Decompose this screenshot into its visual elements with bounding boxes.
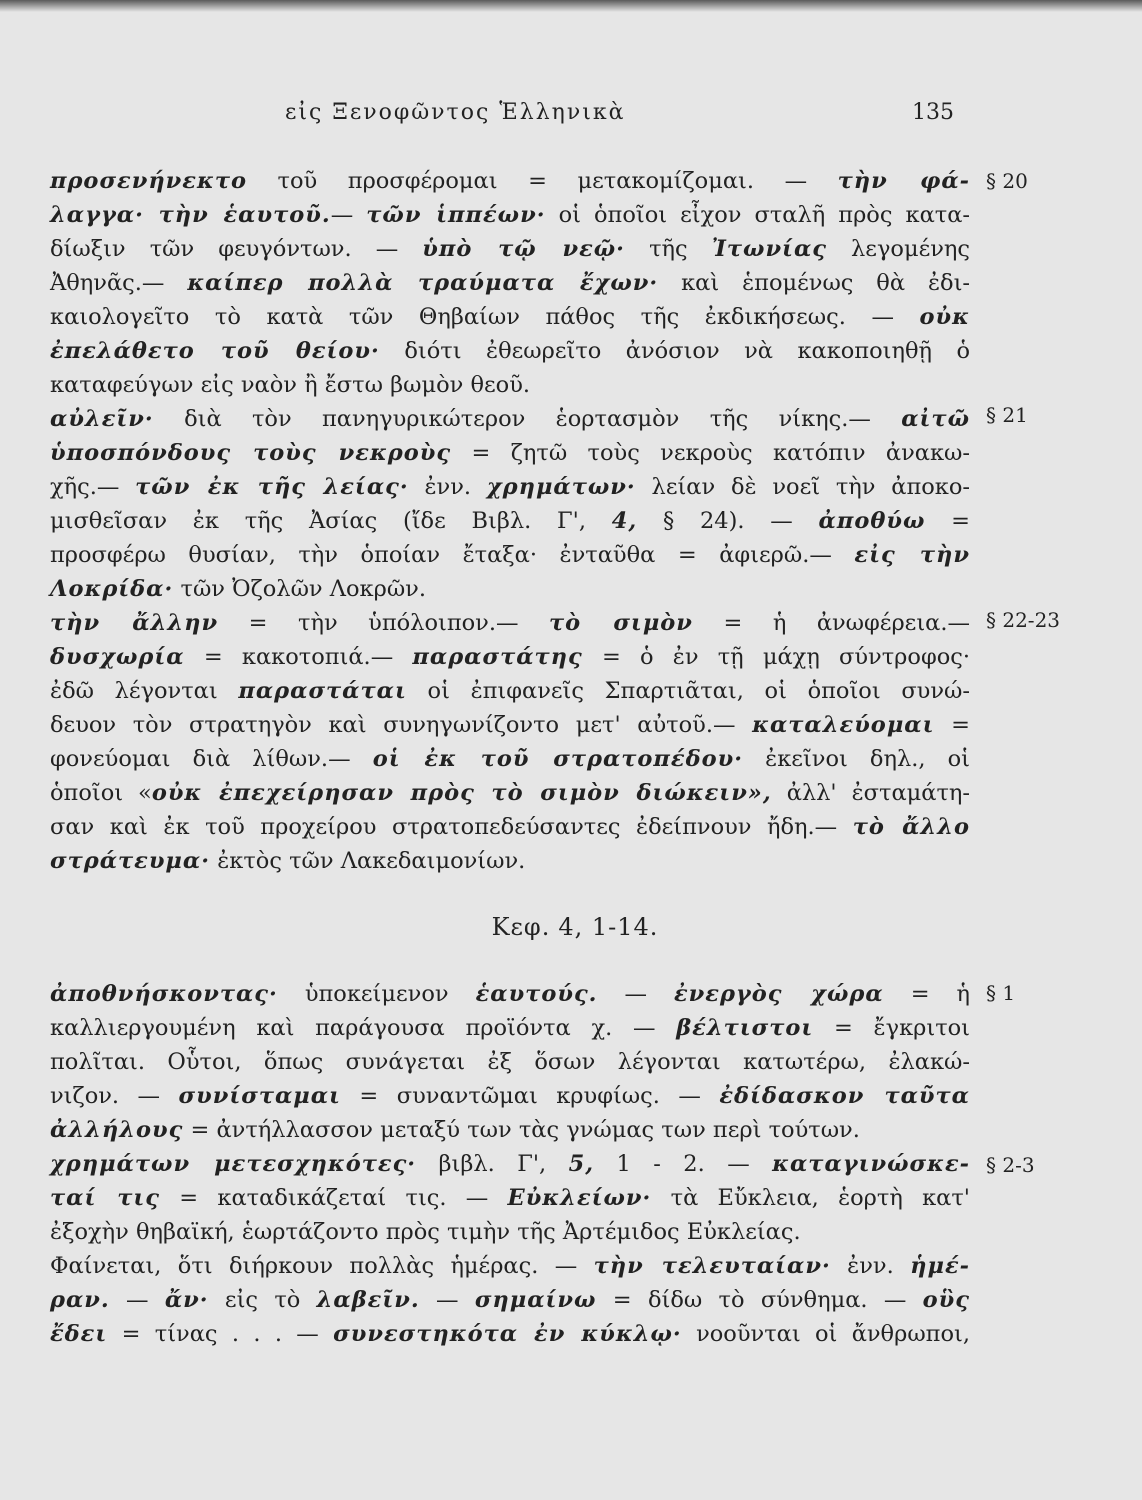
- gloss: ὁποῖοι «: [50, 780, 152, 806]
- gloss: δευον τὸν στρατηγὸν καὶ συνηγωνίζοντο μετ' αὐτοῦ.—: [50, 712, 753, 738]
- lemma: οὓς: [922, 1287, 970, 1313]
- lemma: χρημάτων·: [486, 474, 636, 500]
- text-line: [50, 1111, 970, 1149]
- text-line: [50, 570, 970, 608]
- scan-edge: [0, 0, 1142, 12]
- gloss: σαν καὶ ἐκ τοῦ προχείρου στρατοπεδεύσαντες ἐδείπνουν ἤδη.—: [50, 814, 853, 840]
- text-line: [50, 706, 970, 744]
- lemma: λαγγα· τὴν ἑαυτοῦ.: [50, 202, 331, 228]
- gloss: διὰ τὸν πανηγυρικώτερον ἑορτασμὸν τῆς νίκης.—: [153, 406, 902, 432]
- gloss: τοῦ προσφέρομαι = μετακομίζομαι. —: [246, 168, 838, 194]
- gloss: νοοῦνται οἱ ἄνθρωποι,: [681, 1321, 970, 1347]
- gloss: Φαίνεται, ὅτι διήρκουν πολλὰς ἡμέρας. —: [50, 1253, 594, 1279]
- gloss: τὰ Εὔκλεια, ἑορτὴ κατ': [651, 1185, 970, 1211]
- running-title: εἰς Ξενοφῶντος Ἑλληνικὰ: [285, 100, 626, 125]
- margin-ref: § 22-23: [986, 608, 1061, 632]
- lemma: ἄν·: [164, 1287, 209, 1313]
- gloss: μισθεῖσαν ἐκ τῆς Ἀσίας (ἴδε Βιβλ. Γ',: [50, 508, 612, 534]
- text-line: [50, 1009, 970, 1047]
- gloss: = ἡ ἀνωφέρεια.—: [692, 610, 970, 636]
- text-line: [50, 264, 970, 302]
- gloss: οἱ ἐπιφανεῖς Σπαρτιᾶται, οἱ ὁποῖοι συνώ-: [406, 678, 970, 704]
- gloss: λείαν δὲ νοεῖ τὴν ἀποκο-: [635, 474, 970, 500]
- text-line: [50, 468, 970, 506]
- margin-ref: § 20: [986, 169, 1028, 193]
- gloss: ἀλλ' ἐσταμάτη-: [771, 780, 970, 806]
- gloss: = δίδω τὸ σύνθημα. —: [596, 1287, 923, 1313]
- lemma: χρημάτων μετεσχηκότες·: [50, 1151, 417, 1177]
- gloss: λεγομένης: [826, 236, 970, 262]
- lemma: λαβεῖν.: [316, 1287, 420, 1313]
- text-line: [50, 400, 970, 438]
- lemma: ἀποθνήσκοντας·: [50, 981, 278, 1007]
- lemma: 4,: [611, 508, 638, 534]
- text-line: [50, 366, 970, 404]
- lemma: ἑαυτούς.: [475, 981, 598, 1007]
- gloss: οἱ ὁποῖοι εἶχον σταλῆ πρὸς κατα-: [545, 202, 971, 228]
- text-line: [50, 196, 970, 234]
- lemma: συνίσταμαι: [178, 1083, 341, 1109]
- gloss: τῆς: [625, 236, 712, 262]
- lemma: καταγινώσκε-: [772, 1151, 971, 1177]
- lemma: ἔδει: [50, 1321, 108, 1347]
- gloss: βιβλ. Γ',: [416, 1151, 569, 1177]
- text-line: [50, 1213, 970, 1251]
- lemma: οἱ ἐκ τοῦ στρατοπέδου·: [372, 746, 744, 772]
- gloss: =: [925, 508, 970, 534]
- gloss: —: [597, 981, 674, 1007]
- chapter-heading: [0, 913, 1142, 941]
- lemma: Λοκρίδα·: [50, 576, 174, 602]
- text-line: [50, 1077, 970, 1115]
- lemma: ὑπὸ τῷ νεῷ·: [422, 236, 626, 262]
- text-line: [50, 162, 970, 200]
- gloss: ἐνν.: [408, 474, 487, 500]
- gloss: ἐκεῖνοι δηλ., οἱ: [743, 746, 970, 772]
- gloss: δίωξιν τῶν φευγόντων. —: [50, 236, 423, 262]
- gloss: = ἔγκριτοι: [813, 1015, 971, 1041]
- lemma: ταί τις: [50, 1185, 161, 1211]
- text-line: [50, 604, 970, 642]
- lemma: τῶν ἱππέων·: [366, 202, 546, 228]
- lemma: καίπερ πολλὰ τραύματα ἔχων·: [187, 270, 659, 296]
- lemma: τὸ σιμὸν: [549, 610, 693, 636]
- gloss: Ἀθηνᾶς.—: [50, 270, 188, 296]
- chapter-number: 4, 1-14.: [558, 913, 659, 941]
- gloss: ἐκτὸς τῶν Λακεδαιμονίων.: [210, 848, 526, 874]
- lemma: ἀλλήλους: [50, 1117, 184, 1143]
- gloss: = κακοτοπιά.—: [184, 644, 413, 670]
- lemma: τὴν ἄλλην: [50, 610, 219, 636]
- lemma: αὐλεῖν·: [50, 406, 154, 432]
- text-line: [50, 332, 970, 370]
- gloss: καλλιεργουμένη καὶ παράγουσα προϊόντα χ. —: [50, 1015, 677, 1041]
- gloss: =: [934, 712, 970, 738]
- lemma: ἀποθύω: [818, 508, 926, 534]
- lemma: δυσχωρία: [50, 644, 185, 670]
- margin-ref: § 2-3: [986, 1153, 1035, 1177]
- lemma: ὑποσπόνδους τοὺς νεκροὺς: [50, 440, 452, 466]
- text-line: [50, 774, 970, 812]
- gloss: πολῖται. Οὗτοι, ὅπως συνάγεται ἐξ ὅσων λέγονται κατωτέρω, ἐλακώ-: [50, 1049, 970, 1075]
- gloss: —: [419, 1287, 475, 1313]
- text-line: [50, 1179, 970, 1217]
- gloss: φονεύομαι διὰ λίθων.—: [50, 746, 373, 772]
- text-line: [50, 1247, 970, 1285]
- commentary-section-1: [50, 162, 970, 882]
- lemma: τὸ ἄλλο: [852, 814, 970, 840]
- lemma: βέλτιστοι: [676, 1015, 814, 1041]
- lemma: ἐνεργὸς χώρα: [674, 981, 884, 1007]
- gloss: = καταδικάζεταί τις. —: [160, 1185, 508, 1211]
- lemma: ἐδίδασκον ταῦτα: [719, 1083, 970, 1109]
- lemma: ἐπελάθετο τοῦ θείου·: [50, 338, 380, 364]
- lemma: Εὐκλείων·: [507, 1185, 652, 1211]
- gloss: ἐξοχὴν θηβαϊκή, ἑωρτάζοντο πρὸς τιμὴν τῆς Ἀρτέμιδος Εὐκλείας.: [50, 1219, 801, 1245]
- margin-ref: § 1: [986, 981, 1016, 1005]
- gloss: καὶ ἑπομένως θὰ ἐδι-: [658, 270, 970, 296]
- gloss: διότι ἐθεωρεῖτο ἀνόσιον νὰ κακοποιηθῇ ὁ: [379, 338, 970, 364]
- text-line: [50, 1281, 970, 1319]
- text-line: [50, 434, 970, 472]
- gloss: § 24). —: [637, 508, 819, 534]
- gloss: = ζητῶ τοὺς νεκροὺς κατόπιν ἀνακω-: [451, 440, 970, 466]
- gloss: ὑποκείμενον: [277, 981, 476, 1007]
- text-line: [50, 842, 970, 880]
- lemma: Ἰτωνίας: [711, 236, 827, 262]
- gloss: χῆς.—: [50, 474, 136, 500]
- page-number: 135: [912, 100, 954, 125]
- lemma: ραν.: [50, 1287, 110, 1313]
- lemma: αἰτῶ: [901, 406, 970, 432]
- gloss: = ὁ ἐν τῇ μάχῃ σύντροφος·: [582, 644, 971, 670]
- gloss: —: [330, 202, 367, 228]
- lemma: σημαίνω: [474, 1287, 597, 1313]
- gloss: ἐδῶ λέγονται: [50, 678, 239, 704]
- lemma: οὐκ: [919, 304, 970, 330]
- text-line: [50, 298, 970, 336]
- gloss: = τίνας . . . —: [107, 1321, 334, 1347]
- chapter-label: Κεφ.: [491, 913, 551, 941]
- lemma: παραστάται: [238, 678, 407, 704]
- text-line: [50, 740, 970, 778]
- text-line: [50, 1043, 970, 1081]
- gloss: εἰς τὸ: [208, 1287, 317, 1313]
- text-line: [50, 672, 970, 710]
- gloss: καταφεύγων εἰς ναὸν ἢ ἔστω βωμὸν θεοῦ.: [50, 372, 531, 398]
- lemma: στράτευμα·: [50, 848, 211, 874]
- lemma: ἡμέ-: [910, 1253, 970, 1279]
- text-line: [50, 1315, 970, 1353]
- gloss: νιζον. —: [50, 1083, 179, 1109]
- lemma: τῶν ἐκ τῆς λείας·: [135, 474, 409, 500]
- gloss: —: [109, 1287, 165, 1313]
- lemma: εἰς τὴν: [854, 542, 970, 568]
- gloss: 1 - 2. —: [594, 1151, 773, 1177]
- lemma: συνεστηκότα ἐν κύκλῳ·: [333, 1321, 682, 1347]
- text-line: [50, 975, 970, 1013]
- text-line: [50, 230, 970, 268]
- gloss: = ἡ: [883, 981, 971, 1007]
- lemma: τὴν φά-: [837, 168, 971, 194]
- text-line: [50, 638, 970, 676]
- text-line: [50, 1145, 970, 1183]
- gloss: τῶν Ὀζολῶν Λοκρῶν.: [173, 576, 427, 602]
- lemma: οὐκ ἐπεχείρησαν πρὸς τὸ σιμὸν διώκειν»,: [151, 780, 772, 806]
- text-line: [50, 808, 970, 846]
- lemma: καταλεύομαι: [752, 712, 935, 738]
- lemma: προσενήνεκτο: [50, 168, 247, 194]
- gloss: ἐνν.: [830, 1253, 911, 1279]
- page-header: [0, 100, 1142, 140]
- lemma: παραστάτης: [412, 644, 583, 670]
- margin-ref: § 21: [986, 403, 1028, 427]
- gloss: = τὴν ὑπόλοιπον.—: [218, 610, 549, 636]
- text-line: [50, 502, 970, 540]
- lemma: τὴν τελευταίαν·: [593, 1253, 831, 1279]
- commentary-section-2: [50, 975, 970, 1395]
- text-line: [50, 536, 970, 574]
- gloss: καιολογεῖτο τὸ κατὰ τῶν Θηβαίων πάθος τῆς ἐκδικήσεως. —: [50, 304, 920, 330]
- gloss: προσφέρω θυσίαν, τὴν ὁποίαν ἔταξα· ἐνταῦθα = ἀφιερῶ.—: [50, 542, 855, 568]
- gloss: = ἀντήλλασσον μεταξύ των τὰς γνώμας των περὶ τούτων.: [183, 1117, 860, 1143]
- lemma: 5,: [568, 1151, 595, 1177]
- gloss: = συναντῶμαι κρυφίως. —: [340, 1083, 720, 1109]
